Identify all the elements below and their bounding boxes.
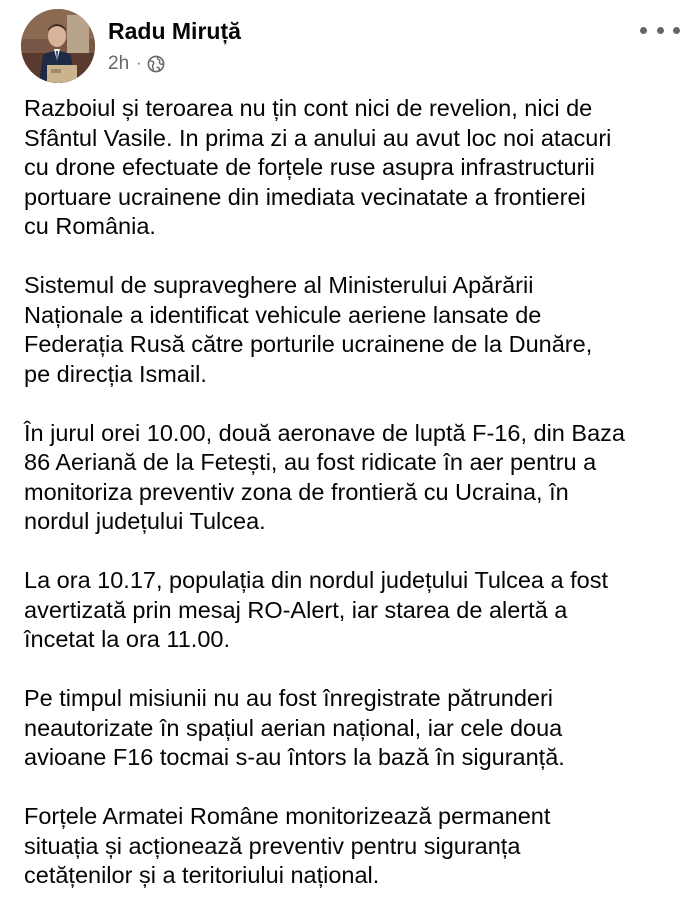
post-paragraph-4: La ora 10.17, populația din nordul județului Tulcea a fost avertizată prin mesaj RO-Alert, iar starea de alertă a încetat la ora 11.00. (24, 567, 609, 652)
post-paragraph-5: Pe timpul misiunii nu au fost înregistrate pătrunderi neautorizate în spațiul aerian național, iar cele doua avioane F16 tocmai s-au întors la bază în siguranță. (24, 685, 565, 770)
globe-icon[interactable] (147, 55, 165, 73)
meta-separator: · (136, 55, 142, 72)
more-dot (657, 27, 664, 34)
post-paragraph-2: Sistemul de supraveghere al Ministerului Apărării Naționale a identificat vehicule aeriene lansate de Federația Rusă către porturile ucrainene de la Dunăre, pe direcția Ismail. (24, 272, 593, 387)
post-meta (108, 53, 165, 75)
author-avatar[interactable] (21, 9, 95, 83)
post-timestamp[interactable]: 2h (108, 53, 130, 74)
post-paragraph-1: Razboiul și teroarea nu țin cont nici de revelion, nici de Sfântul Vasile. In prima zi a anului au avut loc noi atacuri cu drone efectuate de forțele ruse asupra infrastructurii portuare ucrainene din imediata vecinatate a frontierei cu România. (24, 95, 612, 239)
post-text (24, 94, 692, 920)
author-name[interactable]: Radu Miruță (108, 18, 241, 44)
more-options-icon[interactable] (640, 18, 680, 42)
post-paragraph-6: Forțele Armatei Române monitorizează permanent situația și acționează preventiv pentru siguranța cetățenilor și a teritoriului național. (24, 803, 551, 888)
profile-photo (21, 9, 95, 83)
more-dot (640, 27, 647, 34)
post-paragraph-3: În jurul orei 10.00, două aeronave de luptă F-16, din Baza 86 Aeriană de la Fetești, au fost ridicate în aer pentru a monitoriza preventiv zona de frontieră cu Ucraina, în nordul județului Tulcea. (24, 419, 625, 534)
more-dot (673, 27, 680, 34)
